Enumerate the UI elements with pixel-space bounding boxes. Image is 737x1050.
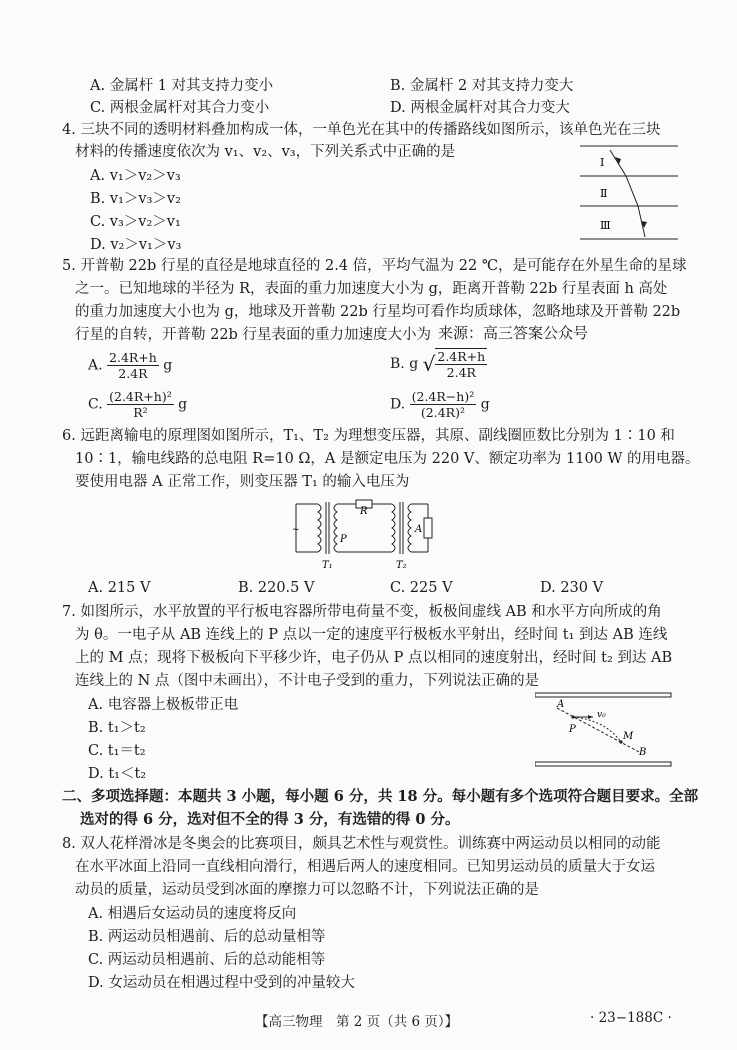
q4-fig-label-2: Ⅱ (600, 187, 608, 200)
q5-option-a-label: A. (88, 357, 103, 374)
q7-stem-line3: 上的 M 点；现将下极板向下平移少许，电子仍从 P 点以相同的速度射出，经时间 t₂ 到达 AB (75, 650, 673, 666)
q4-stem-line1: 4. 三块不同的透明材料叠加构成一体，一单色光在其中的传播路线如图所示，该单色光在三块 (62, 122, 661, 138)
q5-option-b-numerator: 2.4R+h (437, 349, 486, 364)
q7-fig-label-m: M (623, 731, 634, 742)
paper-code: · 23−188C · (590, 1010, 672, 1026)
section2-heading-line1: 二、多项选择题：本题共 3 小题，每小题 6 分，共 18 分。每小题有多个选项符合题目要求。全部 (62, 788, 699, 805)
q5-option-c-denominator: R² (133, 405, 148, 420)
q8-option-a: A. 相遇后女运动员的速度将反向 (88, 906, 297, 922)
q5-option-a-fraction (107, 350, 159, 381)
q7-stem-line4: 连线上的 N 点（图中未画出），不计电子受到的重力，下列说法正确的是 (75, 673, 540, 689)
q6-circuit-diagram (288, 494, 448, 574)
q5-option-b-sqrt-sign: √ (422, 352, 436, 376)
q6-fig-label-a: A (415, 524, 423, 535)
q4-option-a: A. v₁＞v₂＞v₃ (90, 168, 181, 184)
q6-option-b: B. 220.5 V (238, 580, 315, 596)
q5-stem-line3: 的重力加速度大小也为 g，地球及开普勒 22b 行星均可看作均质球体，忽略地球及开普勒 22b (75, 304, 681, 320)
section2-heading-line2: 选对的得 6 分，选对但不全的得 3 分，有选错的得 0 分。 (80, 811, 460, 828)
q6-stem-line2: 10∶1，输电线路的总电阻 R=10 Ω，A 是额定电压为 220 V、额定功率为 1100 W 的用电器。 (75, 451, 700, 467)
q5-option-d-denominator: (2.4R)² (420, 405, 465, 420)
q5-option-b-fraction (435, 348, 487, 380)
q5-option-b-g: g (409, 356, 419, 372)
q7-option-b: B. t₁＞t₂ (88, 720, 146, 736)
q5-option-b-denominator: 2.4R (446, 365, 476, 380)
svg-text:~: ~ (292, 525, 300, 535)
q5-option-c-tail: g (178, 396, 188, 413)
q5-option-c (88, 389, 187, 420)
q6-fig-label-t2: T₂ (396, 560, 407, 571)
q4-option-b: B. v₁＞v₃＞v₂ (90, 191, 181, 207)
q4-stem-line2: 材料的传播速度依次为 v₁、v₂、v₃，下列关系式中正确的是 (75, 144, 456, 160)
q4-option-d: D. v₂＞v₁＞v₃ (90, 237, 182, 253)
q4-fig-label-1: Ⅰ (600, 156, 605, 169)
q5-stem-line4: 行星的自转，开普勒 22b 行星表面的重力加速度大小为 (75, 327, 431, 343)
q5-option-c-fraction (107, 389, 174, 420)
q7-option-a: A. 电容器上极板带正电 (88, 697, 239, 713)
q4-fig-label-3: Ⅲ (600, 219, 611, 232)
q7-option-c: C. t₁＝t₂ (88, 743, 146, 759)
q6-fig-label-r: R (360, 506, 368, 517)
q8-stem-line3: 动员的质量，运动员受到冰面的摩擦力可以忽略不计，下列说法正确的是 (75, 882, 539, 898)
q8-stem-line2: 在水平冰面上沿同一直线相向滑行，相遇后两人的速度相同。已知男运动员的质量大于女运 (75, 859, 655, 875)
q5-stem-line2: 之一。已知地球的半径为 R，表面的重力加速度大小为 g，距离开普勒 22b 行星表面 h 高处 (75, 281, 668, 297)
q5-option-d-fraction (410, 389, 477, 420)
q7-fig-label-v0: v₀ (597, 710, 606, 720)
q5-option-d-label: D. (390, 396, 406, 413)
q5-stem-line1: 5. 开普勒 22b 行星的直径是地球直径的 2.4 倍，平均气温为 22 ℃，是可能存在外星生命的星球 (62, 258, 687, 274)
q5-option-a (88, 350, 172, 381)
q8-option-c: C. 两运动员相遇前、后的总动能相等 (88, 952, 326, 968)
q6-fig-label-t1: T₁ (322, 560, 333, 571)
q4-option-c: C. v₃＞v₂＞v₁ (90, 214, 181, 230)
page-footer: 【高三物理 第 2 页（共 6 页）】 (255, 1014, 459, 1030)
q6-option-d: D. 230 V (540, 580, 604, 596)
q6-fig-label-p: P (340, 534, 347, 545)
q8-option-d: D. 女运动员在相遇过程中受到的冲量较大 (88, 975, 355, 991)
q7-fig-label-a: A (557, 699, 565, 710)
q5-option-c-numerator: (2.4R+h)² (109, 389, 172, 404)
q3-option-b: B. 金属杆 2 对其支持力变大 (390, 78, 574, 94)
q5-option-a-tail: g (163, 357, 173, 374)
q5-option-a-numerator: 2.4R+h (109, 350, 157, 365)
q5-option-c-label: C. (88, 396, 103, 413)
q8-stem-line1: 8. 双人花样滑冰是冬奥会的比赛项目，颇具艺术性与观赏性。训练赛中两运动员以相同的动能 (62, 836, 661, 852)
q3-option-d: D. 两根金属杆对其合力变大 (390, 100, 570, 116)
q5-option-d-tail: g (480, 396, 490, 413)
q6-option-a: A. 215 V (88, 580, 151, 596)
q5-option-d (390, 389, 490, 420)
q7-capacitor-figure (535, 690, 675, 772)
q8-option-b: B. 两运动员相遇前、后的总动量相等 (88, 929, 326, 945)
q6-stem-line1: 6. 远距离输电的原理图如图所示，T₁、T₂ 为理想变压器，其原、副线圈匝数比分别为 1∶10 和 (62, 428, 675, 444)
q5-watermark: 来源：高三答案公众号 (438, 324, 589, 342)
q6-option-c: C. 225 V (390, 580, 453, 596)
q5-option-b (390, 348, 487, 380)
q7-stem-line2: 为 θ。一电子从 AB 连线上的 P 点以一定的速度平行极板水平射出，经时间 t₁ 到达 AB 连线 (75, 627, 668, 643)
q7-fig-label-b: B (639, 747, 647, 758)
q3-option-c: C. 两根金属杆对其合力变小 (90, 100, 270, 116)
q5-option-a-denominator: 2.4R (118, 366, 148, 381)
q4-refraction-figure (580, 144, 680, 244)
q5-option-d-numerator: (2.4R−h)² (411, 389, 475, 404)
q7-stem-line1: 7. 如图所示，水平放置的平行板电容器所带电荷量不变，板极间虚线 AB 和水平方向所成的角 (62, 604, 662, 620)
q7-option-d: D. t₁＜t₂ (88, 766, 147, 782)
q6-stem-line3: 要使用电器 A 正常工作，则变压器 T₁ 的输入电压为 (75, 474, 410, 490)
q3-option-a: A. 金属杆 1 对其支持力变小 (90, 78, 274, 94)
q5-option-b-label: B. (390, 356, 405, 372)
q7-fig-label-p: P (569, 724, 576, 735)
